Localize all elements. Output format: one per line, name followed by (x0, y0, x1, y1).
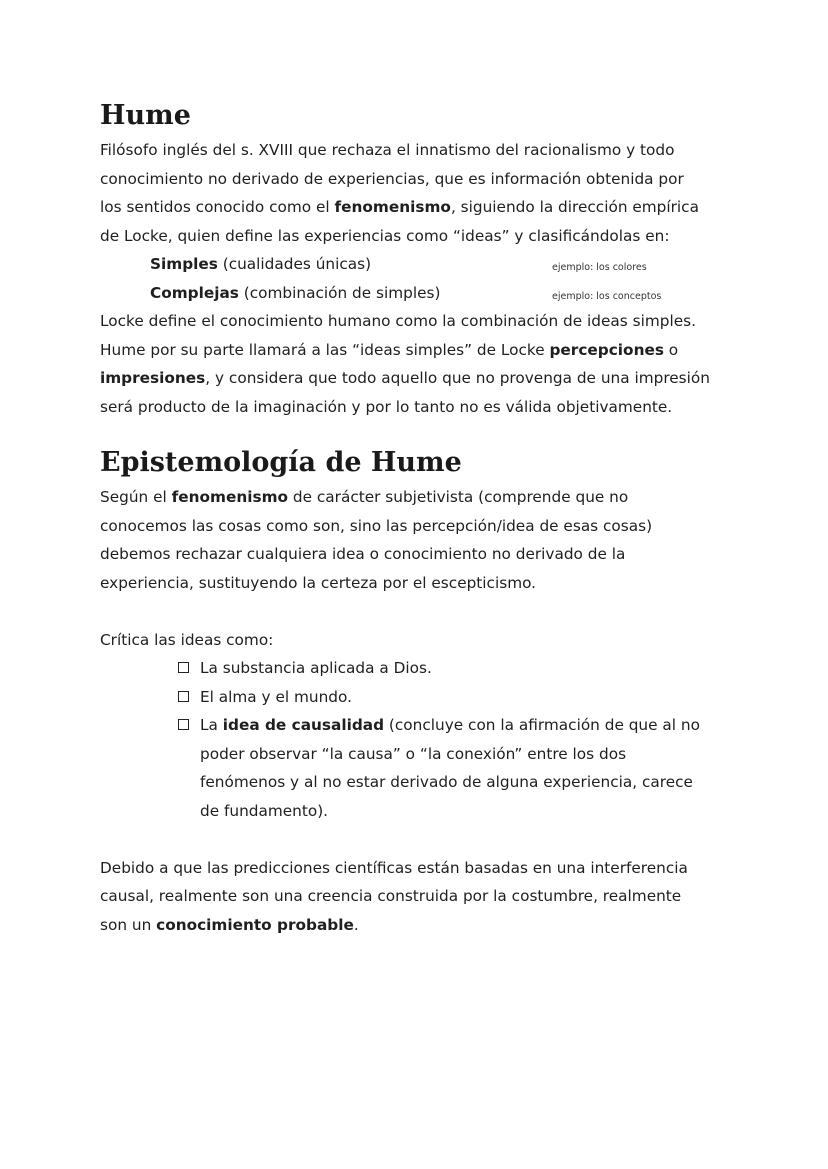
bold-term-idea-de-causalidad: idea de causalidad (222, 716, 385, 734)
classification-desc: (cualidades únicas) (217, 255, 372, 273)
text-span: . (353, 915, 359, 934)
checklist-item (100, 711, 740, 740)
bold-term-conocimiento-probable: conocimiento probable (156, 915, 354, 934)
text-line (100, 483, 740, 512)
locke-hume-paragraph (100, 307, 740, 421)
classification-desc: (combinación de simples) (238, 283, 441, 302)
bold-term-fenomenismo: fenomenismo (171, 488, 289, 506)
critique-intro: Crítica las ideas como: (100, 630, 274, 649)
example-note: ejemplo: los conceptos (552, 290, 662, 302)
text-line: causal, realmente son una creencia construida por la costumbre, realmente (100, 887, 682, 905)
checklist-item-continuation: poder observar “la causa” o “la conexión” entre los dos (200, 744, 627, 763)
text-line: Filósofo inglés del s. XVIII que rechaza el innatismo del racionalismo y todo (100, 141, 675, 159)
bold-term: Complejas (150, 283, 239, 302)
text-line (100, 364, 740, 393)
checklist-item-continuation: fenómenos y al no estar derivado de alguna experiencia, carece (200, 773, 693, 791)
bold-term-percepciones: percepciones (549, 340, 664, 359)
conclusion-paragraph (100, 854, 740, 940)
paragraph-spacer (100, 597, 740, 626)
checklist-item-label: El alma y el mundo. (200, 687, 352, 706)
text-span: Hume por su parte llamará a las “ideas simples” de Locke (100, 340, 550, 359)
section-epistemologia (100, 443, 740, 939)
text-line (100, 911, 740, 940)
text-span: Según el (100, 488, 172, 506)
text-line: conocimiento no derivado de experiencias, que es información obtenida por (100, 169, 684, 188)
text-line: Debido a que las predicciones científicas están basadas en una interferencia (100, 858, 688, 877)
text-line: debemos rechazar cualquiera idea o conocimiento no derivado de la (100, 545, 626, 563)
text-span: , y considera que todo aquello que no provenga de una impresión (205, 369, 710, 387)
text-line (100, 193, 740, 222)
checkbox-icon[interactable] (178, 719, 189, 730)
classification-row-complejas (100, 279, 740, 308)
text-span: los sentidos conocido como el (100, 198, 335, 216)
intro-paragraph (100, 136, 740, 250)
critique-checklist (100, 654, 740, 740)
example-note: ejemplo: los colores (552, 262, 647, 273)
text-line: Locke define el conocimiento humano como la combinación de ideas simples. (100, 312, 696, 330)
checklist-item-label: La substancia aplicada a Dios. (200, 659, 432, 677)
classification-term (150, 250, 371, 279)
text-span: son un (100, 915, 157, 934)
checklist-item-continuation: de fundamento). (200, 801, 329, 820)
text-span: de carácter subjetivista (comprende que no (288, 488, 629, 506)
text-span: (concluye con la afirmación de que al no (384, 716, 700, 734)
text-span: , siguiendo la dirección empírica (450, 198, 699, 216)
section-title-epistemologia: Epistemología de Hume (100, 447, 462, 478)
classification-term (150, 279, 440, 308)
checkbox-icon[interactable] (178, 662, 189, 673)
text-line (100, 336, 740, 365)
bold-term-impresiones: impresiones (100, 369, 206, 387)
checkbox-icon[interactable] (178, 691, 189, 702)
text-span: La (200, 716, 223, 734)
paragraph-spacer (100, 825, 740, 854)
text-span: o (663, 340, 679, 359)
text-line: conocemos las cosas como son, sino las percepción/idea de esas cosas) (100, 516, 653, 535)
section-title-hume: Hume (100, 100, 191, 131)
classification-row-simples (100, 250, 740, 279)
text-line: experiencia, sustituyendo la certeza por el escepticismo. (100, 573, 537, 592)
text-line: de Locke, quien define las experiencias como “ideas” y clasificándolas en: (100, 226, 670, 245)
bold-term-fenomenismo: fenomenismo (334, 198, 451, 216)
checklist-item (100, 683, 740, 712)
text-line: será producto de la imaginación y por lo tanto no es válida objetivamente. (100, 397, 673, 416)
idea-classification (100, 250, 740, 307)
fenomenismo-paragraph (100, 483, 740, 597)
document-page (100, 96, 740, 939)
checklist-item (100, 654, 740, 683)
bold-term: Simples (150, 255, 218, 273)
